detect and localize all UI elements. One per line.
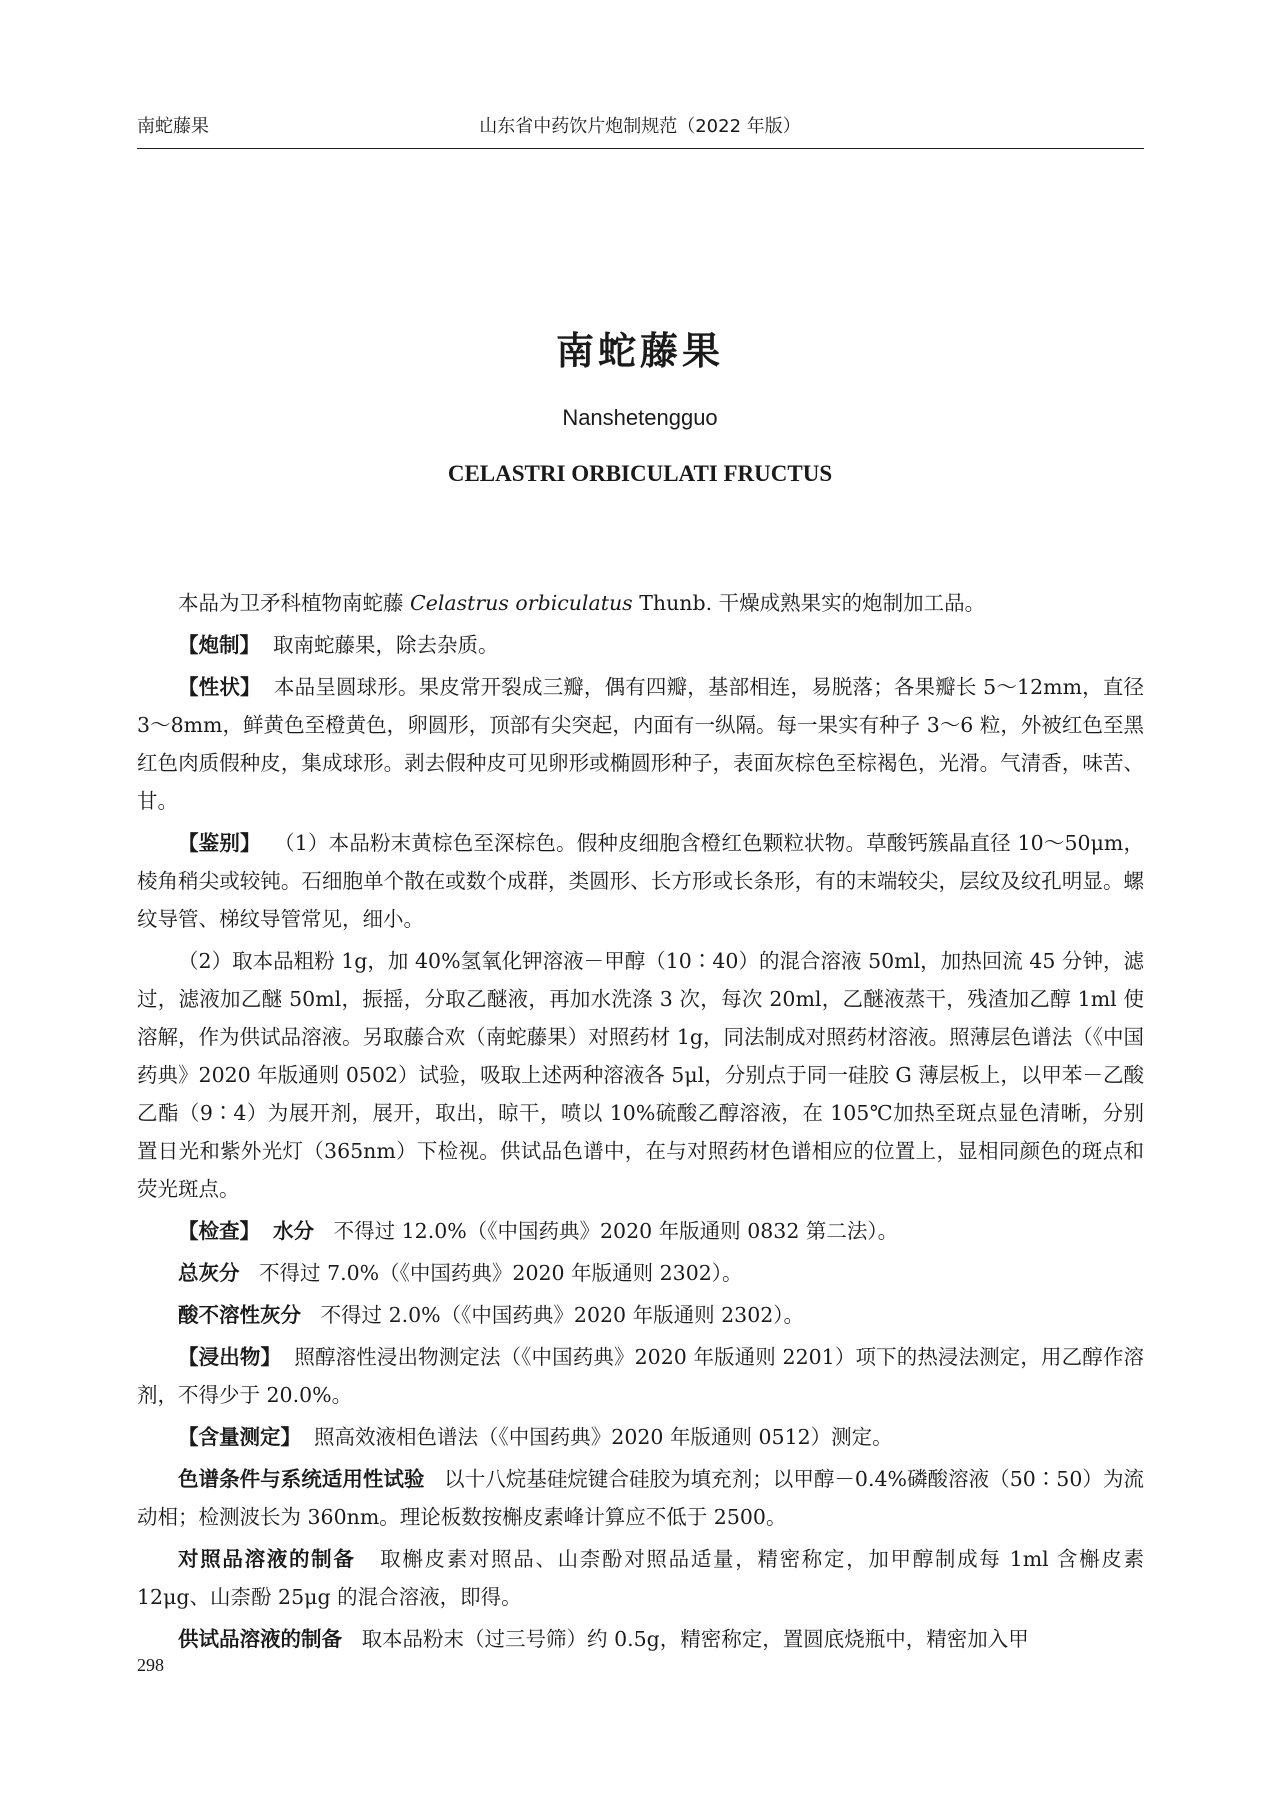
identification-text-2: （2）取本品粗粉 1g，加 40%氢氧化钾溶液－甲醇（10∶40）的混合溶液 50ml，加热回流 45 分钟，滤过，滤液加乙醚 50ml，振摇，分取乙醚液，再加水洗涤 3 次，每次 20ml，乙醚液蒸干，残渣加乙醇 1ml 使溶解，作为供试品溶液。另取藤合欢（南蛇藤果）对照药材 1g，同法制成对照药材溶液。照薄层色谱法（《中国药典》2020 年版通则 0502）试验，吸取上述两种溶液各 5μl，分别点于同一硅胶 G 薄层板上，以甲苯－乙酸乙酯（9∶4）为展开剂，展开，取出，晾干，喷以 10%硫酸乙醇溶液，在 105℃加热至斑点显色清晰，分别置日光和紫外光灯（365nm）下检视。供试品色谱中，在与对照药材色谱相应的位置上，显相同颜色的斑点和荧光斑点。 (137, 949, 1144, 1201)
subsection-label-reference-solution: 对照品溶液的制备 (178, 1547, 356, 1571)
monograph-title: 南蛇藤果 (555, 329, 724, 373)
header-rule (137, 148, 1144, 149)
section-label-identification: 【鉴别】 (178, 831, 261, 855)
latin-name: CELASTRI ORBICULATI FRUCTUS (447, 461, 833, 486)
total-ash-text: 不得过 7.0%（《中国药典》2020 年版通则 2302）。 (259, 1261, 743, 1285)
section-label-inspection: 【检查】 (178, 1219, 260, 1243)
test-solution-paragraph (137, 1620, 1144, 1658)
identification-text-1: （1）本品粉末黄棕色至深棕色。假种皮细胞含橙红色颗粒状物。草酸钙簇晶直径 10～50μm，棱角稍尖或较钝。石细胞单个散在或数个成群，类圆形、长方形或长条形，有的末端较尖，层纹及纹孔明显。螺纹导管、梯纹导管常见，细小。 (137, 831, 1144, 931)
page-number: 298 (137, 1655, 164, 1675)
chromatography-text: 以十八烷基硅烷键合硅胶为填充剂；以甲醇－0.4%磷酸溶液（50∶50）为流动相；检测波长为 360nm。理论板数按槲皮素峰计算应不低于 2500。 (137, 1467, 1145, 1529)
subsection-label-test-solution: 供试品溶液的制备 (178, 1627, 342, 1651)
inspection-ash-paragraph (137, 1254, 1144, 1292)
assay-paragraph (137, 1418, 1144, 1456)
section-label-description: 【性状】 (178, 675, 261, 699)
species-name: Celastrus orbiculatus (410, 591, 633, 615)
reference-solution-text: 取槲皮素对照品、山柰酚对照品适量，精密称定，加甲醇制成每 1ml 含槲皮素 12μg、山柰酚 25μg 的混合溶液，即得。 (137, 1547, 1144, 1609)
subsection-label-acid-ash: 酸不溶性灰分 (178, 1303, 301, 1327)
chromatography-paragraph (137, 1460, 1144, 1536)
running-header-title: 山东省中药饮片炮制规范（2022 年版） (479, 116, 801, 137)
subsection-label-chromatography: 色谱条件与系统适用性试验 (178, 1467, 425, 1491)
inspection-water-paragraph (137, 1212, 1144, 1250)
description-text: 本品呈圆球形。果皮常开裂成三瓣，偶有四瓣，基部相连，易脱落；各果瓣长 5～12mm，直径 3～8mm，鲜黄色至橙黄色，卵圆形，顶部有尖突起，内面有一纵隔。每一果实有种子 3～6 粒，外被红色至黑红色肉质假种皮，集成球形。剥去假种皮可见卵形或椭圆形种子，表面灰棕色至棕褐色，光滑。气清香，味苦、甘。 (137, 675, 1144, 813)
acid-ash-text: 不得过 2.0%（《中国药典》2020 年版通则 2302）。 (320, 1303, 805, 1327)
running-header-left: 南蛇藤果 (137, 116, 209, 137)
extract-text: 照醇溶性浸出物测定法（《中国药典》2020 年版通则 2201）项下的热浸法测定，用乙醇作溶剂，不得少于 20.0%。 (137, 1345, 1144, 1407)
subsection-label-total-ash: 总灰分 (178, 1261, 240, 1285)
subsection-label-water: 水分 (273, 1219, 315, 1243)
processing-paragraph (137, 626, 1144, 664)
test-solution-text: 取本品粉末（过三号筛）约 0.5g，精密称定，置圆底烧瓶中，精密加入甲 (361, 1627, 1029, 1651)
monograph-body (137, 584, 1144, 1662)
assay-text: 照高效液相色谱法（《中国药典》2020 年版通则 0512）测定。 (314, 1425, 893, 1449)
intro-text: 本品为卫矛科植物南蛇藤 (178, 591, 411, 615)
extract-paragraph (137, 1338, 1144, 1414)
inspection-acid-ash-paragraph (137, 1296, 1144, 1334)
section-label-extract: 【浸出物】 (178, 1345, 282, 1369)
intro-text-end: Thunb. 干燥成熟果实的炮制加工品。 (632, 591, 986, 615)
pinyin-name: Nanshetengguo (562, 405, 718, 430)
processing-text: 取南蛇藤果，除去杂质。 (273, 633, 499, 657)
section-label-processing: 【炮制】 (178, 633, 260, 657)
section-label-assay: 【含量测定】 (178, 1425, 301, 1449)
identification-paragraph-2 (137, 942, 1144, 1208)
water-text: 不得过 12.0%（《中国药典》2020 年版通则 0832 第二法）。 (333, 1219, 899, 1243)
reference-solution-paragraph (137, 1540, 1144, 1616)
identification-paragraph-1 (137, 824, 1144, 938)
intro-paragraph (137, 584, 1144, 622)
description-paragraph (137, 668, 1144, 820)
